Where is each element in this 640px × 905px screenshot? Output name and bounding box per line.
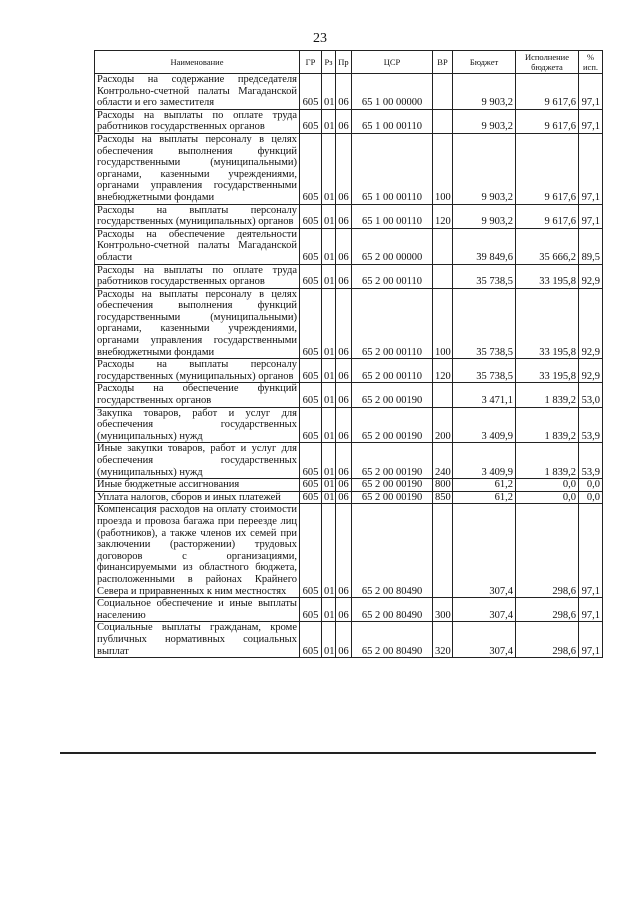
cell-execution: 35 666,2 (516, 228, 579, 264)
cell-gr: 605 (300, 622, 322, 658)
cell-csr: 65 1 00 00110 (352, 133, 433, 204)
cell-pr: 06 (336, 109, 352, 133)
cell-pr: 06 (336, 443, 352, 479)
cell-percent: 53,0 (579, 383, 603, 407)
cell-pr: 06 (336, 491, 352, 504)
column-header-name: Наименование (95, 51, 300, 74)
table-row (95, 359, 603, 383)
cell-execution: 1 839,2 (516, 407, 579, 443)
column-header-csr: ЦСР (352, 51, 433, 74)
table-row (95, 109, 603, 133)
cell-rz: 01 (322, 491, 336, 504)
cell-csr: 65 2 00 00190 (352, 383, 433, 407)
column-header-vr: ВР (433, 51, 453, 74)
cell-name: Социальное обеспечение и иные выплаты населению (95, 598, 300, 622)
cell-percent: 53,9 (579, 443, 603, 479)
cell-execution: 9 617,6 (516, 133, 579, 204)
cell-vr: 120 (433, 359, 453, 383)
cell-vr: 320 (433, 622, 453, 658)
table-row (95, 228, 603, 264)
cell-execution: 1 839,2 (516, 383, 579, 407)
cell-gr: 605 (300, 264, 322, 288)
cell-pr: 06 (336, 228, 352, 264)
cell-gr: 605 (300, 598, 322, 622)
cell-vr: 240 (433, 443, 453, 479)
cell-csr: 65 2 00 00190 (352, 491, 433, 504)
cell-execution: 0,0 (516, 491, 579, 504)
cell-budget: 9 903,2 (453, 109, 516, 133)
cell-pr: 06 (336, 204, 352, 228)
column-header-pr: Пр (336, 51, 352, 74)
table-row (95, 443, 603, 479)
cell-execution: 298,6 (516, 622, 579, 658)
cell-budget: 9 903,2 (453, 133, 516, 204)
cell-rz: 01 (322, 383, 336, 407)
cell-name: Уплата налогов, сборов и иных платежей (95, 491, 300, 504)
cell-vr: 850 (433, 491, 453, 504)
cell-percent: 97,1 (579, 504, 603, 598)
cell-rz: 01 (322, 204, 336, 228)
cell-percent: 97,1 (579, 622, 603, 658)
cell-name: Иные бюджетные ассигнования (95, 479, 300, 492)
cell-percent: 97,1 (579, 133, 603, 204)
cell-vr (433, 74, 453, 110)
cell-name: Социальные выплаты гражданам, кроме публичных нормативных социальных выплат (95, 622, 300, 658)
cell-vr: 300 (433, 598, 453, 622)
cell-vr (433, 383, 453, 407)
cell-csr: 65 2 00 00110 (352, 359, 433, 383)
cell-csr: 65 1 00 00110 (352, 109, 433, 133)
cell-gr: 605 (300, 288, 322, 359)
cell-name: Расходы на обеспечение деятельности Контрольно-счетной палаты Магаданской области (95, 228, 300, 264)
cell-rz: 01 (322, 288, 336, 359)
cell-gr: 605 (300, 359, 322, 383)
cell-gr: 605 (300, 383, 322, 407)
cell-csr: 65 2 00 00190 (352, 479, 433, 492)
cell-vr: 200 (433, 407, 453, 443)
cell-csr: 65 2 00 80490 (352, 622, 433, 658)
budget-execution-table (94, 50, 603, 658)
cell-budget: 3 409,9 (453, 443, 516, 479)
cell-percent: 97,1 (579, 74, 603, 110)
cell-budget: 61,2 (453, 491, 516, 504)
column-header-execution: Исполнение бюджета (516, 51, 579, 74)
footer-divider (60, 752, 596, 754)
cell-execution: 9 617,6 (516, 109, 579, 133)
cell-csr: 65 2 00 80490 (352, 504, 433, 598)
cell-pr: 06 (336, 383, 352, 407)
cell-vr: 100 (433, 288, 453, 359)
column-header-rz: Рз (322, 51, 336, 74)
cell-name: Расходы на выплаты персоналу государственных (муниципальных) органов (95, 204, 300, 228)
table-row (95, 74, 603, 110)
cell-percent: 92,9 (579, 359, 603, 383)
cell-pr: 06 (336, 407, 352, 443)
cell-budget: 35 738,5 (453, 264, 516, 288)
cell-name: Расходы на выплаты персоналу государственных (муниципальных) органов (95, 359, 300, 383)
table-row (95, 504, 603, 598)
cell-execution: 0,0 (516, 479, 579, 492)
table-row (95, 598, 603, 622)
column-header-gr: ГР (300, 51, 322, 74)
cell-gr: 605 (300, 133, 322, 204)
cell-name: Расходы на выплаты по оплате труда работников государственных органов (95, 264, 300, 288)
column-header-budget: Бюджет (453, 51, 516, 74)
cell-vr: 800 (433, 479, 453, 492)
cell-csr: 65 2 00 80490 (352, 598, 433, 622)
cell-gr: 605 (300, 204, 322, 228)
cell-budget: 307,4 (453, 504, 516, 598)
cell-name: Расходы на выплаты по оплате труда работников государственных органов (95, 109, 300, 133)
cell-percent: 0,0 (579, 479, 603, 492)
cell-csr: 65 2 00 00110 (352, 264, 433, 288)
table-row (95, 133, 603, 204)
cell-gr: 605 (300, 407, 322, 443)
column-header-percent: % исп. (579, 51, 603, 74)
cell-csr: 65 2 00 00190 (352, 443, 433, 479)
cell-pr: 06 (336, 504, 352, 598)
cell-rz: 01 (322, 598, 336, 622)
cell-rz: 01 (322, 359, 336, 383)
cell-rz: 01 (322, 264, 336, 288)
table-row (95, 383, 603, 407)
cell-rz: 01 (322, 133, 336, 204)
cell-rz: 01 (322, 74, 336, 110)
cell-execution: 33 195,8 (516, 288, 579, 359)
table-row (95, 288, 603, 359)
table-row (95, 204, 603, 228)
cell-rz: 01 (322, 504, 336, 598)
cell-vr (433, 109, 453, 133)
cell-csr: 65 2 00 00000 (352, 228, 433, 264)
cell-pr: 06 (336, 598, 352, 622)
cell-execution: 33 195,8 (516, 359, 579, 383)
cell-execution: 33 195,8 (516, 264, 579, 288)
cell-percent: 97,1 (579, 598, 603, 622)
cell-percent: 89,5 (579, 228, 603, 264)
cell-budget: 35 738,5 (453, 288, 516, 359)
cell-percent: 0,0 (579, 491, 603, 504)
cell-rz: 01 (322, 109, 336, 133)
cell-rz: 01 (322, 622, 336, 658)
table-row (95, 264, 603, 288)
table-row (95, 622, 603, 658)
cell-pr: 06 (336, 288, 352, 359)
cell-pr: 06 (336, 622, 352, 658)
cell-percent: 92,9 (579, 264, 603, 288)
cell-execution: 9 617,6 (516, 74, 579, 110)
cell-name: Расходы на обеспечение функций государственных органов (95, 383, 300, 407)
cell-gr: 605 (300, 443, 322, 479)
cell-name: Расходы на содержание председателя Контрольно-счетной палаты Магаданской области и его заместителя (95, 74, 300, 110)
cell-pr: 06 (336, 133, 352, 204)
cell-name: Компенсация расходов на оплату стоимости проезда и провоза багажа при переезде лиц (работников), а также членов их семей при заключении (расторжении) трудовых договоров с организациями, финансируемыми из областного бюджета, расположенными в районах Крайнего Севера и приравненных к ним местностях (95, 504, 300, 598)
table-body (95, 74, 603, 658)
cell-rz: 01 (322, 407, 336, 443)
cell-pr: 06 (336, 479, 352, 492)
cell-budget: 307,4 (453, 622, 516, 658)
cell-budget: 3 409,9 (453, 407, 516, 443)
cell-csr: 65 1 00 00000 (352, 74, 433, 110)
cell-budget: 307,4 (453, 598, 516, 622)
cell-name: Закупка товаров, работ и услуг для обеспечения государственных (муниципальных) нужд (95, 407, 300, 443)
cell-budget: 61,2 (453, 479, 516, 492)
cell-gr: 605 (300, 491, 322, 504)
table-row (95, 491, 603, 504)
cell-budget: 35 738,5 (453, 359, 516, 383)
cell-gr: 605 (300, 504, 322, 598)
cell-budget: 9 903,2 (453, 74, 516, 110)
cell-execution: 298,6 (516, 598, 579, 622)
cell-pr: 06 (336, 264, 352, 288)
cell-gr: 605 (300, 228, 322, 264)
cell-gr: 605 (300, 479, 322, 492)
page-number: 23 (313, 31, 327, 46)
cell-csr: 65 2 00 00190 (352, 407, 433, 443)
cell-execution: 298,6 (516, 504, 579, 598)
table-row (95, 407, 603, 443)
cell-rz: 01 (322, 443, 336, 479)
cell-percent: 97,1 (579, 204, 603, 228)
cell-gr: 605 (300, 74, 322, 110)
cell-percent: 92,9 (579, 288, 603, 359)
cell-name: Иные закупки товаров, работ и услуг для обеспечения государственных (муниципальных) нужд (95, 443, 300, 479)
cell-pr: 06 (336, 359, 352, 383)
cell-budget: 9 903,2 (453, 204, 516, 228)
cell-execution: 9 617,6 (516, 204, 579, 228)
cell-vr (433, 264, 453, 288)
cell-rz: 01 (322, 479, 336, 492)
cell-csr: 65 1 00 00110 (352, 204, 433, 228)
cell-name: Расходы на выплаты персоналу в целях обеспечения выполнения функций государственными (муниципальными) органами, казенными учреждениями, органами управления государственными внебюджетными фондами (95, 133, 300, 204)
cell-percent: 53,9 (579, 407, 603, 443)
cell-execution: 1 839,2 (516, 443, 579, 479)
cell-budget: 39 849,6 (453, 228, 516, 264)
cell-csr: 65 2 00 00110 (352, 288, 433, 359)
cell-budget: 3 471,1 (453, 383, 516, 407)
cell-vr: 120 (433, 204, 453, 228)
cell-rz: 01 (322, 228, 336, 264)
table-row (95, 479, 603, 492)
cell-vr (433, 504, 453, 598)
cell-name: Расходы на выплаты персоналу в целях обеспечения выполнения функций государственными (муниципальными) органами, казенными учреждениями, органами управления государственными внебюджетными фондами (95, 288, 300, 359)
cell-gr: 605 (300, 109, 322, 133)
cell-percent: 97,1 (579, 109, 603, 133)
cell-pr: 06 (336, 74, 352, 110)
cell-vr (433, 228, 453, 264)
cell-vr: 100 (433, 133, 453, 204)
table-header-row (95, 51, 603, 74)
